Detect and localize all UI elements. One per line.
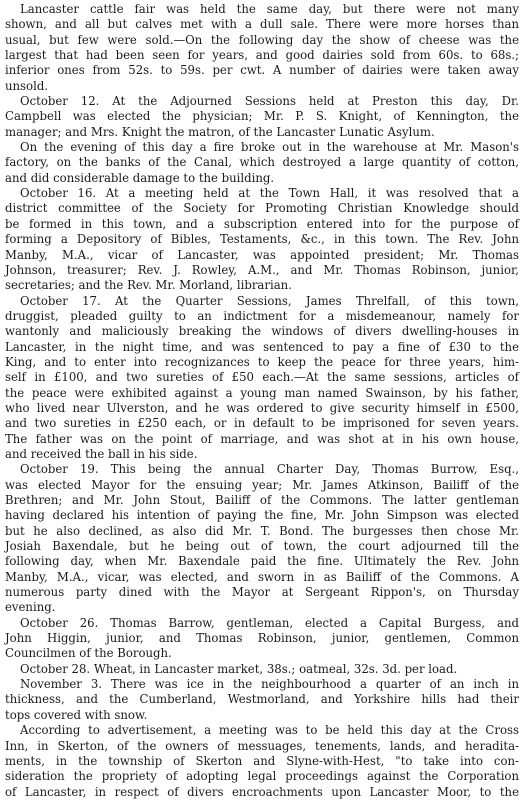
text-line: and did considerable damage to the building.	[5, 170, 275, 185]
text-line: largest that had been seen for years, and good dairies sold from 60s. to 68s.;	[5, 48, 519, 63]
text-line: Josiah Baxendale, but he being out of town, the court adjourned till the	[5, 539, 519, 554]
paragraph-cattle-fair	[5, 2, 519, 94]
paragraph-october-19	[5, 462, 519, 615]
text-line: unsold.	[5, 78, 49, 93]
text-line: and two sureties in £250 each, or in default to be imprisoned for seven years.	[5, 416, 519, 431]
text-line: forming a Depository of Bibles, Testaments, &c., in this town. The Rev. John	[5, 232, 519, 247]
text-line: shown, and all but calves met with a dull sale. There were more horses than	[5, 17, 519, 32]
text-line: the peace were exhibited against a young man named Swainson, by his father,	[5, 385, 519, 400]
text-line: sideration the propriety of adopting legal proceedings against the Corporation	[5, 769, 519, 784]
text-line: manager; and Mrs. Knight the matron, of the Lancaster Lunatic Asylum.	[5, 124, 435, 139]
text-line: druggist, pleaded guilty to an indictment for a misdemeanour, namely for	[5, 308, 519, 323]
paragraph-october-12	[5, 94, 519, 140]
text-line: Lancaster cattle fair was held the same day, but there were not many	[20, 2, 519, 16]
text-line: tops covered with snow.	[5, 707, 148, 722]
paragraph-skerton-meeting	[5, 723, 519, 800]
text-line: Lancaster, in the night time, and was sentenced to pay a fine of £30 to the	[5, 339, 519, 354]
text-line: be formed in this town, and a subscription entered into for the purpose of	[5, 216, 519, 231]
text-line: Manby, M.A., vicar of Lancaster, was appointed president; Mr. Thomas	[5, 247, 519, 262]
paragraph-october-17	[5, 294, 519, 463]
text-line: King, and to enter into recognizances to keep the peace for three years, him-	[5, 354, 519, 369]
text-line: Inn, in Skerton, of the owners of messuages, tenements, lands, and heradita-	[5, 738, 519, 753]
text-line: The father was on the point of marriage, and was shot at in his own house,	[5, 431, 519, 446]
text-line: Councilmen of the Borough.	[5, 646, 172, 661]
text-line: was elected Mayor for the ensuing year; Mr. James Atkinson, Bailiff of the	[5, 477, 519, 492]
text-line: who lived near Ulverston, and he was ordered to give security himself in £500,	[5, 400, 519, 415]
text-line: Brethren; and Mr. John Stout, Bailiff of the Commons. The latter gentleman	[5, 493, 519, 507]
text-line: Johnson, treasurer; Rev. J. Rowley, A.M., and Mr. Thomas Robinson, junior,	[5, 262, 519, 277]
text-line: On the evening of this day a fire broke out in the warehouse at Mr. Mason's	[20, 140, 519, 155]
text-line: October 17. At the Quarter Sessions, James Threlfall, of this town,	[20, 293, 519, 308]
text-line: thickness, and the Cumberland, Westmorland, and Yorkshire hills had their	[5, 692, 519, 707]
paragraph-october-26	[5, 616, 519, 662]
text-line: evening.	[5, 600, 56, 615]
text-line: October 26. Thomas Barrow, gentleman, elected a Capital Burgess, and	[20, 615, 519, 630]
text-line: October 16. At a meeting held at the Town Hall, it was resolved that a	[20, 186, 519, 201]
paragraph-november-3	[5, 677, 519, 723]
text-line: October 28. Wheat, in Lancaster market, 38s.; oatmeal, 32s. 3d. per load.	[20, 661, 458, 676]
text-line: having declared his intention of paying the fine, Mr. John Simpson was elected	[5, 508, 519, 523]
text-line: October 19. This being the annual Charter Day, Thomas Burrow, Esq.,	[20, 462, 519, 477]
text-line: October 12. At the Adjourned Sessions held at Preston this day, Dr.	[20, 94, 519, 109]
text-line: but he also declined, as also did Mr. T. Bond. The burgesses then chose Mr.	[5, 523, 519, 538]
paragraph-october-16	[5, 186, 519, 293]
text-line: usual, but few were sold.—On the following day the show of cheese was the	[5, 32, 519, 47]
text-line: According to advertisement, a meeting was to be held this day at the Cross	[20, 723, 519, 738]
text-line: ments, in the township of Skerton and Slyne-with-Hest, "to take into con-	[5, 753, 519, 768]
text-line: district committee of the Society for Promoting Christian Knowledge should	[5, 201, 519, 216]
paragraph-october-28	[5, 662, 519, 677]
text-line: of Lancaster, in respect of divers encroachments upon Lancaster Moor, to the	[5, 784, 519, 799]
paragraph-fire	[5, 140, 519, 186]
text-line: November 3. There was ice in the neighbourhood a quarter of an inch in	[20, 677, 519, 692]
text-line: self in £100, and two sureties of £50 each.—At the same sessions, articles of	[5, 370, 519, 385]
text-line: Manby, M.A., vicar, was elected, and sworn in as Bailiff of the Commons. A	[5, 569, 519, 584]
text-line: secretaries; and the Rev. Mr. Morland, librarian.	[5, 278, 292, 293]
text-line: Campbell was elected the physician; Mr. P. S. Knight, of Kennington, the	[5, 109, 519, 124]
text-line: numerous party dined with the Mayor at Sergeant Rippon's, on Thursday	[5, 585, 519, 600]
text-line: following day, when Mr. Baxendale paid the fine. Ultimately the Rev. John	[5, 554, 519, 569]
text-line: factory, on the banks of the Canal, which destroyed a large quantity of cotton,	[5, 155, 519, 170]
text-line: John Higgin, junior, and Thomas Robinson, junior, gentlemen, Common	[5, 631, 519, 646]
text-line: wantonly and maliciously breaking the windows of divers dwelling-houses in	[5, 324, 519, 339]
text-line: inferior ones from 52s. to 59s. per cwt. A number of dairies were taken away	[5, 63, 519, 78]
text-line: and received the ball in his side.	[5, 446, 198, 461]
